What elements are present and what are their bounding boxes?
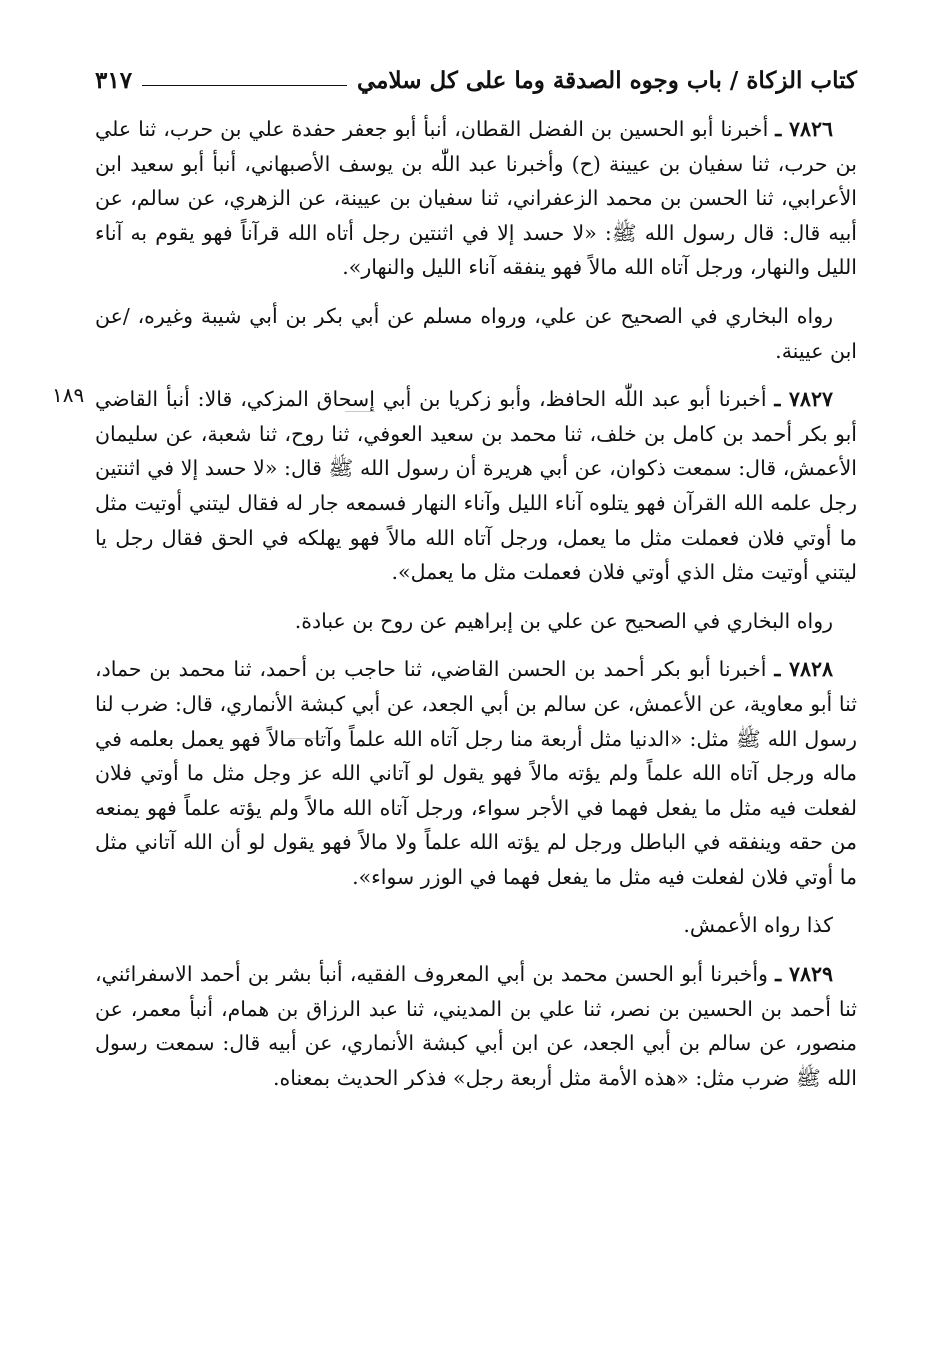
- hadith-text: أخبرنا أبو عبد اللّٰه الحافظ، وأبو زكريا بن أبي إسحاق المزكي، قالا: أنبأ القاضي أبو بكر أحمد بن كامل بن خلف، ثنا محمد بن سعيد العوفي، ثنا روح، ثنا شعبة، عن سليمان الأعمش، قال: سمعت ذكوان، عن أبي هريرة أن رسول الله ﷺ قال: «لا حسد إلا في اثنتين رجل علمه الله القرآن فهو يتلوه آناء الليل وآناء النهار فسمعه جار له فقال ليتني أوتيت مثل ما أوتي فلان فعملت مثل ما يعمل، ورجل آتاه الله مالاً فهو يهلكه في الحق فقال رجل يا ليتني أوتيت مثل الذي أوتي فلان فعملت مثل ما يعمل».: [95, 387, 857, 585]
- hadith-7828: [95, 652, 857, 894]
- commentary-text: رواه البخاري في الصحيح عن علي بن إبراهيم عن روح بن عبادة.: [294, 608, 833, 633]
- hadith-text: أخبرنا أبو بكر أحمد بن الحسن القاضي، ثنا حاجب بن أحمد، ثنا محمد بن حماد، ثنا أبو معاوية، عن الأعمش، عن سالم بن أبي الجعد، عن أبي كبشة الأنماري، قال: ضرب لنا رسول الله ﷺ مثل: «الدنيا مثل أربعة منا رجل آتاه الله علماً وآتاه مالاً فهو يعمل بعلمه في ماله ورجل آتاه الله علماً ولم يؤته مالاً فهو يقول لو آتاني الله عز وجل مثل ما أوتي فلان لفعلت فيه مثل ما يفعل فهما في الأجر سواء، ورجل آتاه الله مالاً ولم يؤته علماً فهو يمنعه من حقه وينفقه في الباطل ورجل لم يؤته الله علماً ولا مالاً فهو يقول لو أن الله آتاني مثل ما أوتي فلان لفعلت فيه مثل ما يفعل فهما في الوزر سواء».: [95, 657, 857, 889]
- page-number: ٣١٧: [95, 66, 133, 94]
- hadith-number: ٧٨٢٧ ـ: [774, 387, 833, 412]
- commentary-text: كذا رواه الأعمش.: [683, 913, 833, 938]
- main-text: [95, 112, 857, 1095]
- header-rule: [142, 85, 347, 86]
- hadith-7829: [95, 957, 857, 1095]
- hadith-number: ٧٨٢٨ ـ: [774, 657, 833, 682]
- commentary-text: رواه البخاري في الصحيح عن علي، ورواه مسلم عن أبي بكر بن أبي شيبة وغيره، /عن ابن عيينة.: [95, 303, 857, 363]
- hadith-number: ٧٨٢٩ ـ: [775, 962, 833, 987]
- hadith-number: ٧٨٢٦ ـ: [775, 117, 833, 141]
- commentary: [95, 299, 857, 368]
- running-header: [95, 60, 857, 100]
- hadith-text: وأخبرنا أبو الحسن محمد بن أبي المعروف الفقيه، أنبأ بشر بن أحمد الاسفرائني، ثنا أحمد بن الحسين بن نصر، ثنا علي بن المديني، ثنا عبد الرزاق بن همام، أنبأ معمر، عن منصور، عن سالم بن أبي الجعد، عن ابن أبي كبشة الأنماري، عن أبيه قال: سمعت رسول الله ﷺ ضرب مثل: «هذه الأمة مثل أربعة رجل» فذكر الحديث بمعناه.: [95, 962, 857, 1090]
- margin-page-reference: ١٨٩: [52, 383, 85, 407]
- chapter-title: كتاب الزكاة / باب وجوه الصدقة وما على كل سلامي: [357, 66, 857, 94]
- hadith-text: أخبرنا أبو الحسين بن الفضل القطان، أنبأ أبو جعفر حفدة علي بن حرب، ثنا علي بن حرب، ثنا سفيان بن عيينة (ح) وأخبرنا عبد اللّٰه بن يوسف الأصبهاني، أنبأ أبو سعيد ابن الأعرابي، ثنا الحسن بن محمد الزعفراني، ثنا سفيان بن عيينة، عن الزهري، عن سالم، عن أبيه قال: قال رسول الله ﷺ: «لا حسد إلا في اثنتين رجل أتاه الله قرآناً فهو يقوم به آناء الليل والنهار، ورجل آتاه الله مالاً فهو ينفقه آناء الليل والنهار».: [95, 117, 857, 280]
- hadith-7826: [95, 112, 857, 285]
- commentary: [95, 604, 857, 639]
- commentary: [95, 908, 857, 943]
- hadith-7827: [95, 382, 857, 590]
